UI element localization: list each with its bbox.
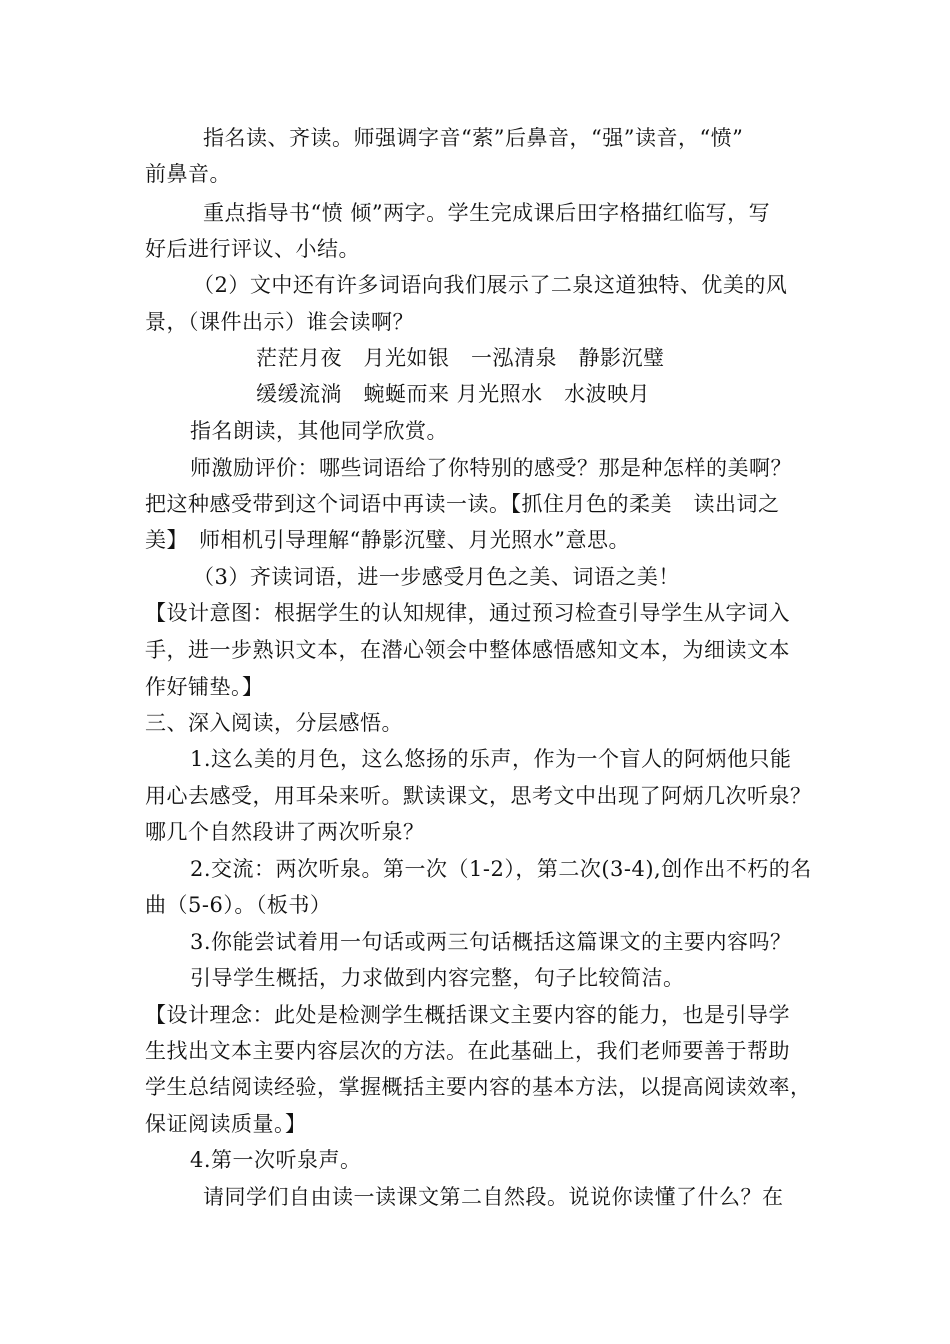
text-line: 三、深入阅读，分层感悟。: [145, 711, 403, 735]
text-line: 学生总结阅读经验，掌握概括主要内容的基本方法，以提高阅读效率，: [145, 1075, 812, 1099]
text-line: 美】 师相机引导理解“静影沉璧、月光照水”意思。: [145, 528, 630, 552]
text-line: 手，进一步熟识文本，在潜心领会中整体感悟感知文本，为细读文本: [145, 638, 790, 662]
text-line: 用心去感受，用耳朵来听。默读课文，思考文中出现了阿炳几次听泉？: [145, 784, 812, 808]
text-line: 1.这么美的月色，这么悠扬的乐声，作为一个盲人的阿炳他只能: [190, 747, 792, 771]
text-line: 重点指导书“愤 倾”两字。学生完成课后田字格描红临写，写: [203, 201, 771, 225]
text-line: 作好铺垫。】: [145, 675, 264, 699]
text-line: 曲（5-6）。（板书）: [145, 893, 332, 917]
text-line: （2）文中还有许多词语向我们展示了二泉这道独特、优美的风: [193, 273, 788, 297]
text-line: 指名朗读，其他同学欣赏。: [190, 419, 448, 443]
text-line: 把这种感受带到这个词语中再读一读。【抓住月色的柔美 读出词之: [145, 492, 780, 516]
text-line: 景，（课件出示）谁会读啊？: [145, 310, 414, 334]
text-line: 缓缓流淌 蜿蜒而来 月光照水 水波映月: [256, 382, 651, 406]
text-line: 4.第一次听泉声。: [190, 1148, 362, 1172]
text-line: 指名读、齐读。师强调字音“萦”后鼻音，“强”读音，“愤”: [203, 126, 744, 150]
text-line: （3）齐读词语，进一步感受月色之美、词语之美！: [193, 565, 680, 589]
text-line: 【设计理念：此处是检测学生概括课文主要内容的能力，也是引导学: [145, 1003, 790, 1027]
text-line: 3.你能尝试着用一句话或两三句话概括这篇课文的主要内容吗？: [190, 930, 792, 954]
text-line: 引导学生概括，力求做到内容完整，句子比较简洁。: [190, 966, 685, 990]
text-line: 请同学们自由读一读课文第二自然段。说说你读懂了什么？在: [203, 1185, 784, 1209]
text-line: 师激励评价：哪些词语给了你特别的感受？那是种怎样的美啊？: [190, 456, 792, 480]
text-line: 哪几个自然段讲了两次听泉？: [145, 820, 425, 844]
text-line: 【设计意图：根据学生的认知规律，通过预习检查引导学生从字词入: [145, 601, 790, 625]
text-line: 生找出文本主要内容层次的方法。在此基础上，我们老师要善于帮助: [145, 1039, 790, 1063]
text-line: 2.交流：两次听泉。第一次（1-2），第二次(3-4),创作出不朽的名: [190, 857, 812, 881]
text-line: 好后进行评议、小结。: [145, 237, 360, 261]
text-line: 茫茫月夜 月光如银 一泓清泉 静影沉璧: [256, 346, 665, 370]
text-line: 保证阅读质量。】: [145, 1112, 307, 1136]
text-line: 前鼻音。: [145, 162, 231, 186]
